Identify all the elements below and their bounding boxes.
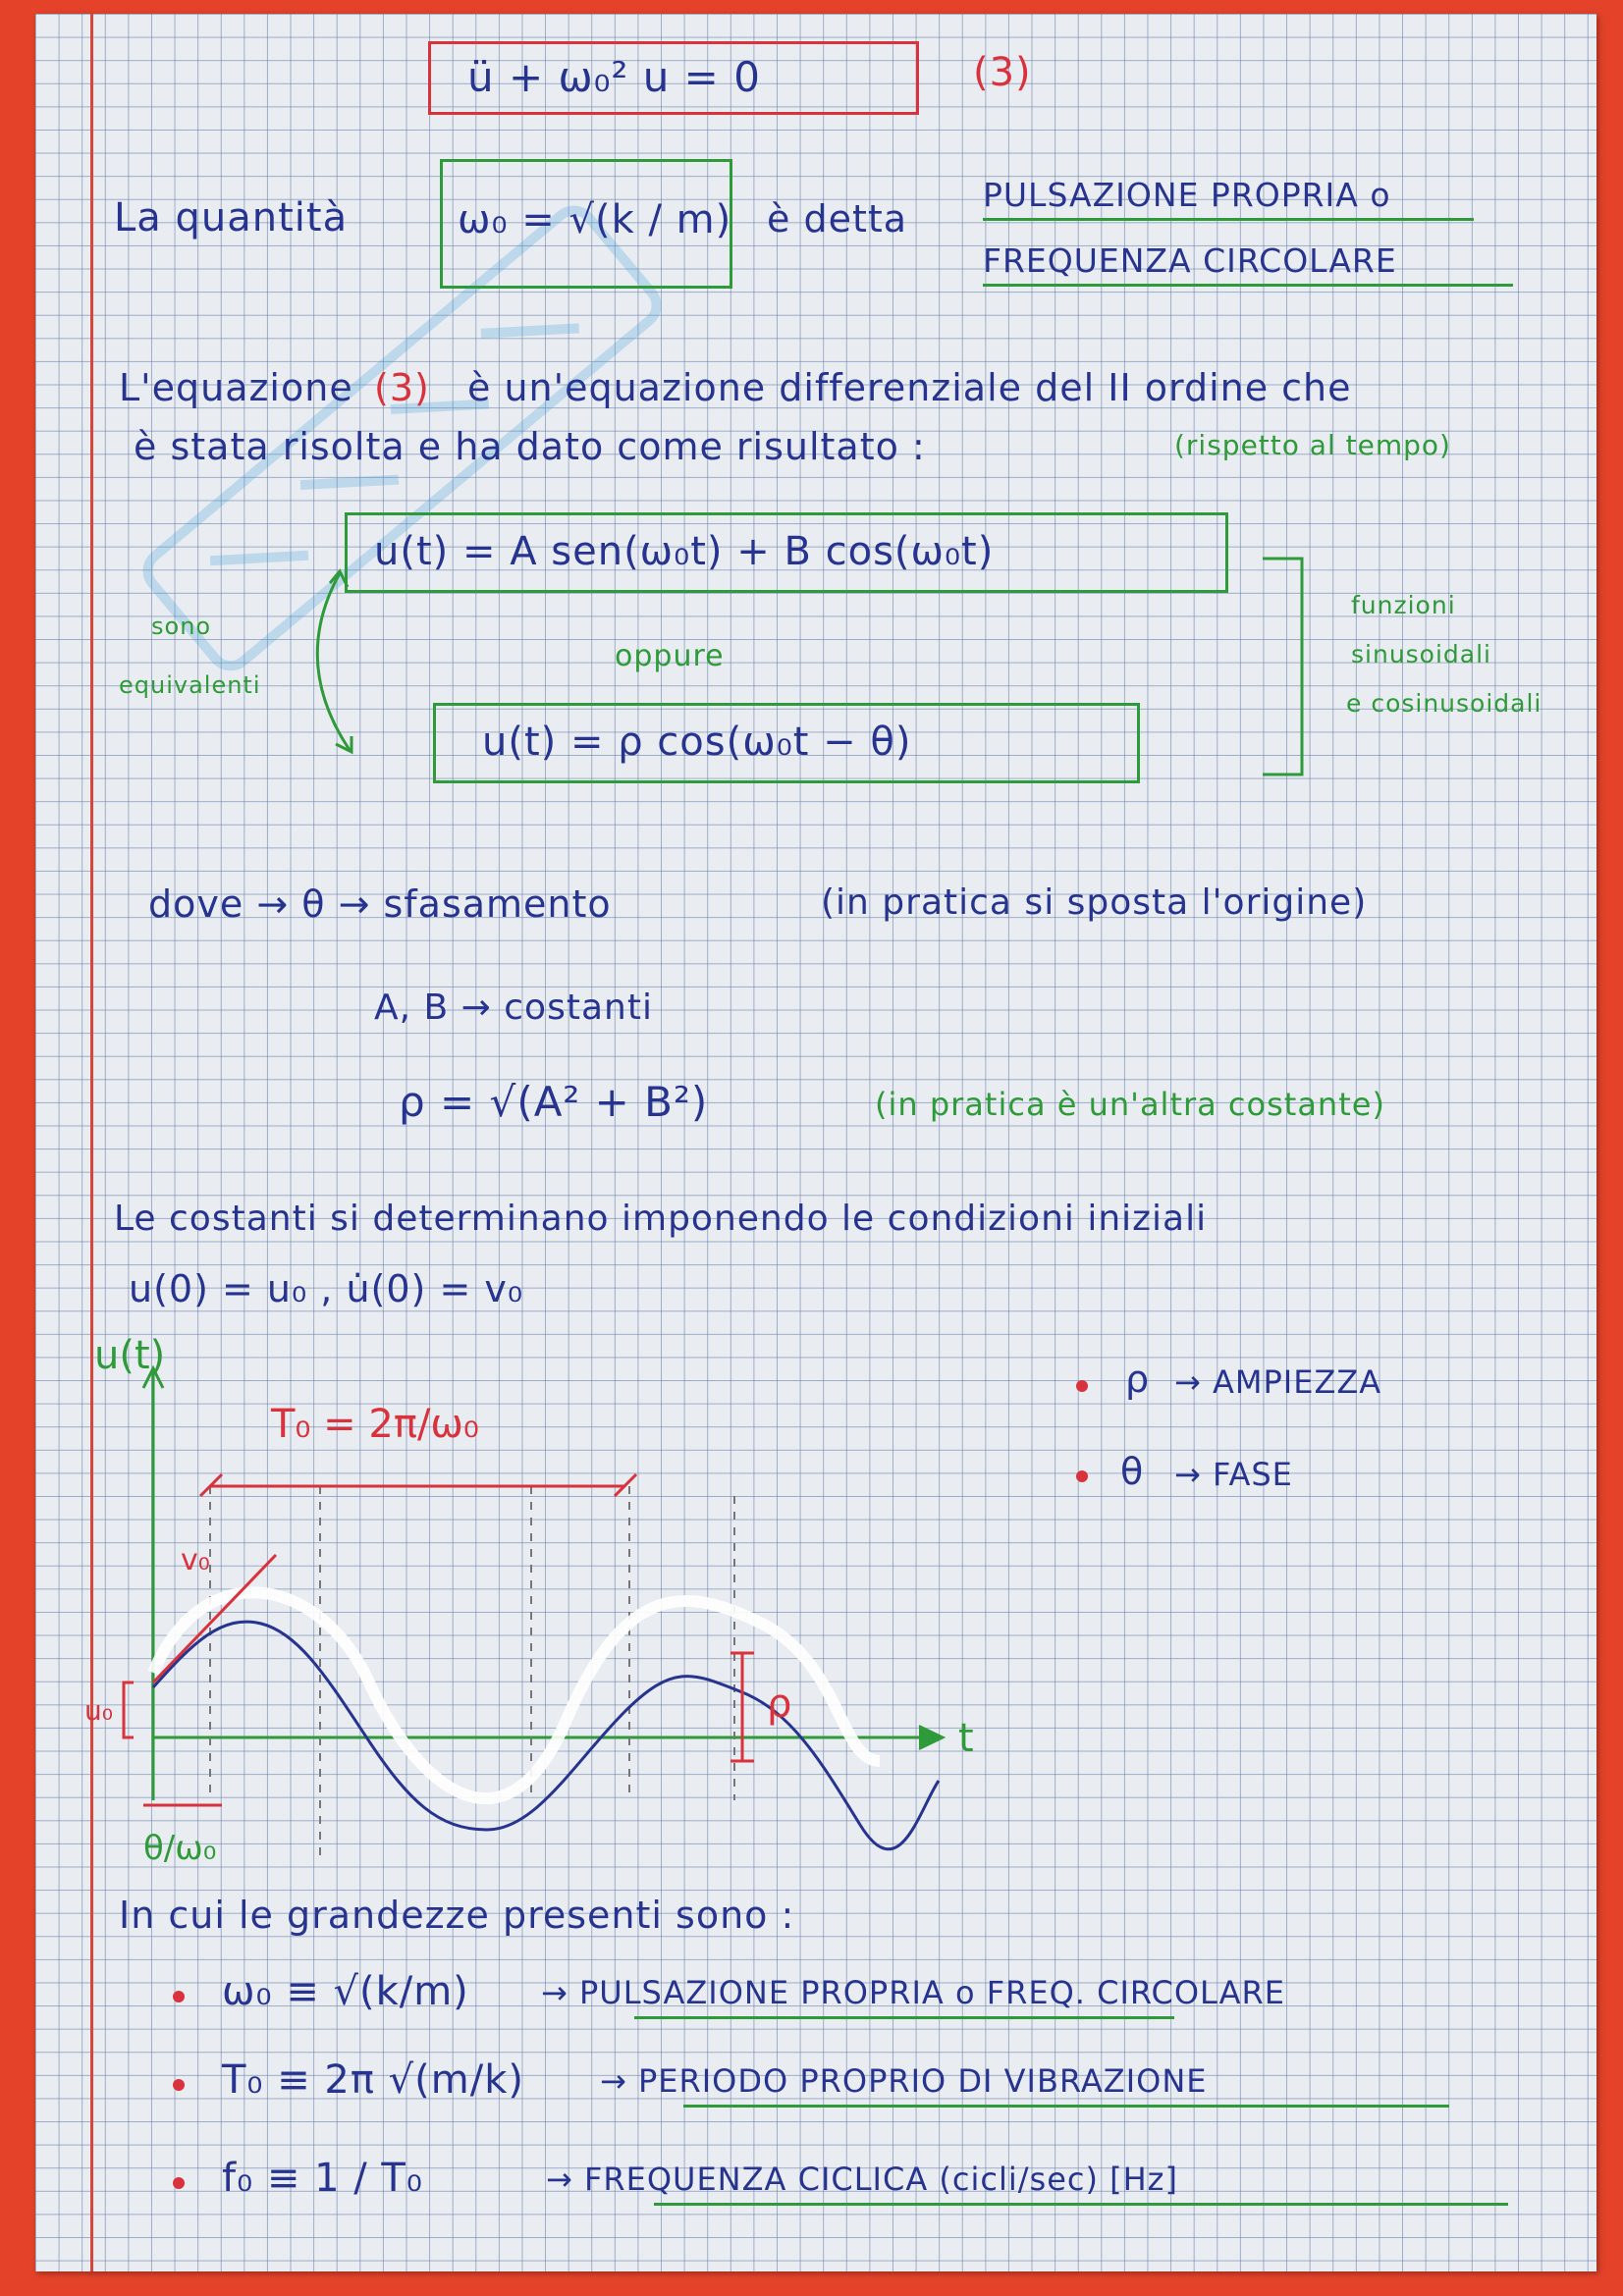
notebook-page [35,14,1596,2271]
summary-underline-2 [683,2105,1449,2108]
margin-line [90,14,93,2271]
summary-intro: In cui le grandezze presenti sono : [119,1894,795,1937]
summary-bullet [173,2079,185,2091]
rho-formula: ρ = √(A² + B²) [399,1078,709,1126]
summary-formula-1: ω₀ ≡ √(k/m) [222,1969,469,2014]
legend-phase-sym: θ [1120,1450,1145,1493]
constants-line2: u(0) = u₀ , u̇(0) = v₀ [129,1267,524,1310]
amplitude-label: ρ [767,1682,792,1727]
summary-desc-3: → FREQUENZA CICLICA (cicli/sec) [Hz] [546,2161,1178,2198]
legend-bullet [1076,1470,1088,1482]
period-label: T₀ = 2π/ω₀ [271,1402,479,1447]
sono-label: sono [151,613,212,640]
x-axis-arrow [919,1726,944,1749]
para1-ref: (3) [374,366,430,409]
y-axis-label: u(t) [94,1333,166,1378]
summary-bullet [173,1991,185,2002]
equivalenti-label: equivalenti [119,671,261,699]
equation-3-ref: (3) [973,50,1032,95]
equivalence-arrow [281,563,399,760]
summary-bullet [173,2177,185,2189]
summary-desc-1: → PULSAZIONE PROPRIA o FREQ. CIRCOLARE [541,1974,1285,2011]
frequenza-circolare-label: FREQUENZA CIRCOLARE [983,241,1397,280]
tangent-line [153,1555,276,1682]
summary-desc-2: → PERIODO PROPRIO DI VIBRAZIONE [600,2062,1208,2100]
summary-underline-3 [654,2203,1508,2206]
para1-note: (rispetto al tempo) [1174,429,1451,461]
para1-line1: è un'equazione differenziale del II ordine che [467,366,1352,409]
rho-note: (in pratica è un'altra costante) [875,1086,1385,1123]
underline-frequenza [983,284,1513,287]
equation-3: ü + ω₀² u = 0 [467,53,761,101]
right-bracket [1253,554,1322,779]
summary-formula-2: T₀ ≡ 2π √(m/k) [222,2057,524,2103]
dove-line: dove → θ → sfasamento [148,882,612,926]
dove-note: (in pratica si sposta l'origine) [821,882,1368,923]
sinusoidali-label: sinusoidali [1351,640,1492,668]
legend-phase-desc: → FASE [1174,1456,1293,1493]
summary-formula-3: f₀ ≡ 1 / T₀ [222,2156,423,2201]
summary-underline-1 [634,2016,1174,2019]
phase-shift-label: θ/ω₀ [143,1829,217,1868]
funzioni-label: funzioni [1351,591,1456,619]
para1-start: L'equazione [119,366,353,409]
oppure-label: oppure [615,639,725,673]
v0-label: v₀ [181,1543,210,1577]
u0-bracket [124,1682,134,1737]
ab-costanti: A, B → costanti [374,988,653,1028]
constants-line1: Le costanti si determinano imponendo le condizioni iniziali [114,1199,1208,1239]
omega0-formula: ω₀ = √(k / m) [458,197,732,242]
x-axis-label: t [958,1716,974,1761]
sine-wave [153,1622,939,1849]
cosinusoidali-label: e cosinusoidali [1346,689,1542,718]
underline-pulsazione [983,218,1474,221]
legend-amp-sym: ρ [1125,1358,1151,1401]
para1-line2: è stata risolta e ha dato come risultato : [134,425,926,468]
solution2: u(t) = ρ cos(ω₀t − θ) [482,720,912,765]
pulsazione-propria-label: PULSAZIONE PROPRIA o [983,176,1391,214]
quantity-prefix: La quantità [114,195,349,240]
quantity-suffix: è detta [767,197,908,240]
u0-label: u₀ [84,1694,113,1727]
legend-bullet [1076,1380,1088,1392]
solution1: u(t) = A sen(ω₀t) + B cos(ω₀t) [374,529,995,574]
legend-amp-desc: → AMPIEZZA [1174,1363,1382,1401]
oscillation-graph [75,1329,1547,1908]
guide-lines [210,1486,734,1859]
